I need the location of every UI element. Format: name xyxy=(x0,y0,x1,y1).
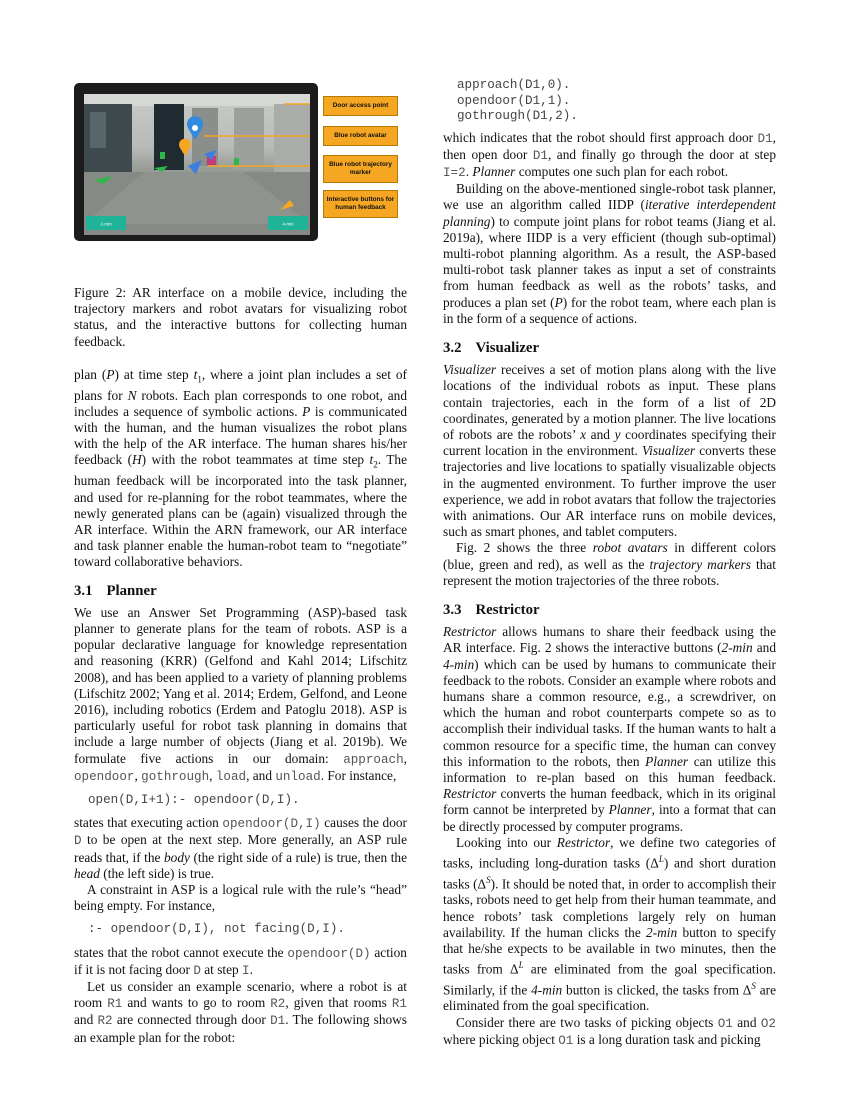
left-column xyxy=(74,285,407,1046)
callout-trajectory-marker: Blue robot trajectory marker xyxy=(323,155,398,183)
code-plan xyxy=(457,78,776,125)
paragraph-cannot: states that the robot cannot execute the opendoor(D) action if it is not facing door D at step I. xyxy=(74,944,407,978)
code-line: approach(D1,0). xyxy=(457,78,571,92)
green-robot-avatar xyxy=(160,152,165,159)
code-constraint: :- opendoor(D,I), not facing(D,I). xyxy=(88,922,345,937)
paragraph-example: Let us consider an example scenario, where a robot is at room R1 and wants to go to room R2, given that rooms R1 and R2 are connected through door D1. The following shows an example plan for the robot: xyxy=(74,979,407,1045)
ar-scene xyxy=(84,94,310,235)
paragraph-states: states that executing action opendoor(D,I) causes the door D to be open at the next step. More generally, an ASP rule reads that, if the body (the right side of a rule) is true, then the head (the left side) is true. xyxy=(74,815,407,881)
figure-caption: Figure 2: AR interface on a mobile device, including the trajectory markers and robot avatars for visualizing robot status, and the interactive buttons for collecting human feedback. xyxy=(74,285,407,349)
paragraph-restrictor: Restrictor allows humans to share their feedback using the AR interface. Fig. 2 shows the interactive buttons (2-min and 4-min) which can be used by humans to communicate their feedback to the robots. Consider an example where robots and humans share a common resource, e.g., a screwdriver, on which the human and robot counterparts compete so as to accomplish their individual tasks. If the human wants to halt a common resource for a specific time, the human can convey this information to the robots, then Planner can utilize this information to re-plan based on this human feedback. Restrictor converts the human feedback, which in its original form cannot be interpreted by Planner, into a format that can be directly processed by computer programs. xyxy=(443,624,776,834)
paragraph-indicates: which indicates that the robot should first approach door D1, then open door D1, and finally go through the door at step I=2. Planner computes one such plan for each robot. xyxy=(443,129,776,180)
paragraph-plan: plan (P) at time step $t_1$, where a joint plan includes a set of plans for N robots. Each plan corresponds to one robot, and includes a sequence of symbolic actions. P is communicated with the human, and the human visualizes the robot plans with the help of the AR interface. The human shares his/her feedback (H) with the robot teammates at time step $t_2$. The human feedback will be incorporated into the task planner, and used for re-planning for the robot teammates, where the newly generated plans can be (again) visualized through the AR interface. Within the ARN framework, our AR interface and task planner enable the human-robot team to “negotiate” toward collaborative behaviors. xyxy=(74,366,407,570)
section-3-1-heading: 3.1 Planner xyxy=(74,582,157,599)
paragraph-visualizer: Visualizer receives a set of motion plans along with the live locations of the individual robots as input. These plans contain trajectories, each in the form of a list of 2D coordinates, generated by a motion planner. The live locations of robots are the robots’ x and y coordinates specifying their current location in the environment. Visualizer converts these trajectories and live locations to spatially visualizable objects in the augmented environment. To further improve the user experience, we add in robot avatars that follow the trajectories with animations. Our AR interface runs on mobile devices, such as smart phones, and tablet computers. xyxy=(443,362,777,540)
code-line: opendoor(D1,1). xyxy=(457,93,571,108)
paragraph-consider: Consider there are two tasks of picking objects O1 and O2 where picking object O1 is a long duration task and picking xyxy=(443,1014,776,1048)
paragraph-asp: We use an Answer Set Programming (ASP)-based task planner to generate plans for the team of robots. ASP is a popular declarative language for knowledge representation and reasoning (KRR) (Gelfond and Kahl 2014; Lifschitz 2008), and has been applied to a variety of planning problems (Lifschitz 2002; Yang et al. 2014; Erdem, Gelfond, and Leone 2016), including robotics (Erdem and Patoglu 2018). ASP is particularly useful for robot task planning in domains that include a large number of objects (Jiang et al. 2019b). We formulate five actions in our domain: approach, opendoor, gothrough, load, and unload. For instance, xyxy=(74,604,407,784)
paragraph-constraint: A constraint in ASP is a logical rule with the rule’s “head” being empty. For instance, xyxy=(74,882,407,914)
door xyxy=(154,104,184,170)
section-3-2-heading: 3.2 Visualizer xyxy=(443,339,540,356)
paragraph-iidp: Building on the above-mentioned single-robot task planner, we use an algorithm called IIDP (iterative interdependent planning) to compute joint plans for robot teams (Jiang et al. 2019a), where IIDP is a very efficient (though sub-optimal) multi-robot planning algorithm. As a result, the ASP-based multi-robot task planner takes as input a set of constraints from human feedback as well as the robots’ tasks, and produces a plan set (P) for the robot team, where each plan is in the form of a sequence of actions. xyxy=(443,181,776,326)
callout-interactive-buttons: Interactive buttons for human feedback xyxy=(323,190,398,218)
paragraph-looking: Looking into our Restrictor, we define two categories of tasks, including long-duration tasks $(\Delta^L)$ and short duration tasks $(\Delta^S)$. It should be noted that, in order to accomplish their tasks, robots need to get help from their human teammate, and hence robots’ task completions largely rely on human availability. If the human clicks the 2-min button to specify that he/she expects to be available in two minutes, then the tasks from $\Delta^L$ are eliminated from the goal specification. Similarly, if the 4-min button is clicked, the tasks from $\Delta^S$ are eliminated from the goal specification. xyxy=(443,834,777,1014)
callout-blue-avatar: Blue robot avatar xyxy=(323,126,398,146)
code-open-rule: open(D,I+1):- opendoor(D,I). xyxy=(88,793,300,807)
right-column xyxy=(443,78,776,1049)
four-min-button-label: 4-min xyxy=(282,221,294,227)
code-line: gothrough(D1,2). xyxy=(457,109,578,123)
paragraph-fig2: Fig. 2 shows the three robot avatars in different colors (blue, green and red), as well as the trajectory markers that represent the motion trajectories of the three robots. xyxy=(443,540,776,588)
callout-door-access: Door access point xyxy=(323,96,398,116)
ar-screen xyxy=(84,94,310,235)
section-3-3-heading: 3.3 Restrictor xyxy=(443,601,540,618)
two-min-button-label: 2-min xyxy=(100,221,112,227)
